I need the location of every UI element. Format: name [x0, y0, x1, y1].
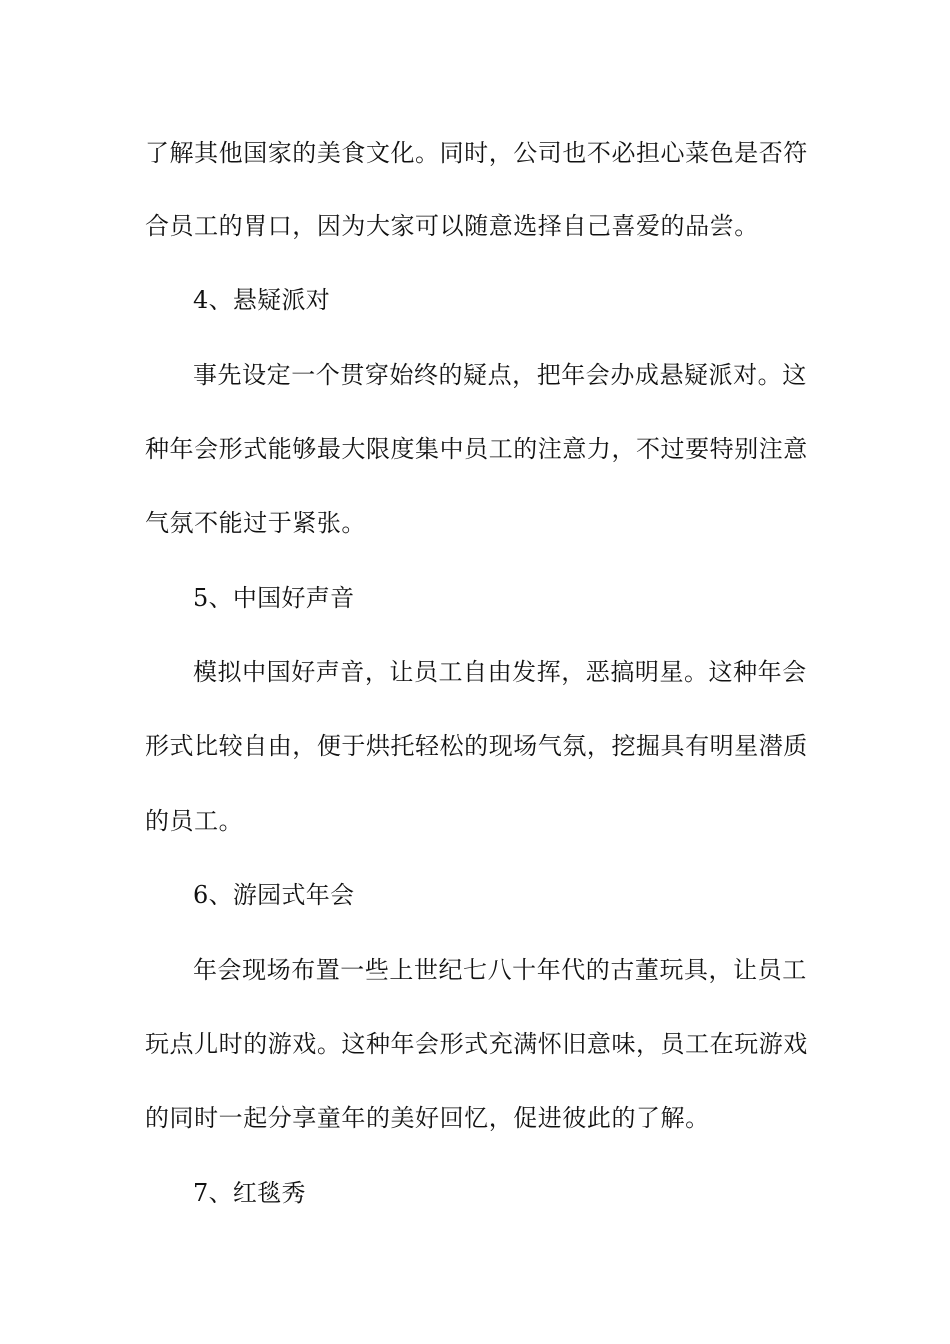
paragraph-line: 形式比较自由，便于烘托轻松的现场气氛，挖掘具有明星潜质: [145, 732, 808, 760]
paragraph-line: 种年会形式能够最大限度集中员工的注意力，不过要特别注意: [145, 435, 808, 463]
paragraph-line: 合员工的胃口，因为大家可以随意选择自己喜爱的品尝。: [145, 212, 759, 240]
section-heading: 4、悬疑派对: [193, 286, 331, 314]
section-heading: 5、中国好声音: [193, 584, 355, 612]
paragraph-line: 的员工。: [145, 807, 244, 835]
section-heading: 6、游园式年会: [193, 881, 355, 909]
paragraph-line: 气氛不能过于紧张。: [145, 509, 366, 537]
section-heading: 7、红毯秀: [193, 1179, 306, 1207]
paragraph-line: 玩点儿时的游戏。这种年会形式充满怀旧意味，员工在玩游戏: [145, 1030, 808, 1058]
paragraph-line: 的同时一起分享童年的美好回忆，促进彼此的了解。: [145, 1104, 710, 1132]
paragraph-line: 模拟中国好声音，让员工自由发挥，恶搞明星。这种年会: [193, 658, 807, 686]
paragraph-line: 年会现场布置一些上世纪七八十年代的古董玩具，让员工: [193, 956, 807, 984]
paragraph-line: 事先设定一个贯穿始终的疑点，把年会办成悬疑派对。这: [193, 361, 807, 389]
paragraph-line: 了解其他国家的美食文化。同时，公司也不必担心菜色是否符: [145, 139, 808, 167]
